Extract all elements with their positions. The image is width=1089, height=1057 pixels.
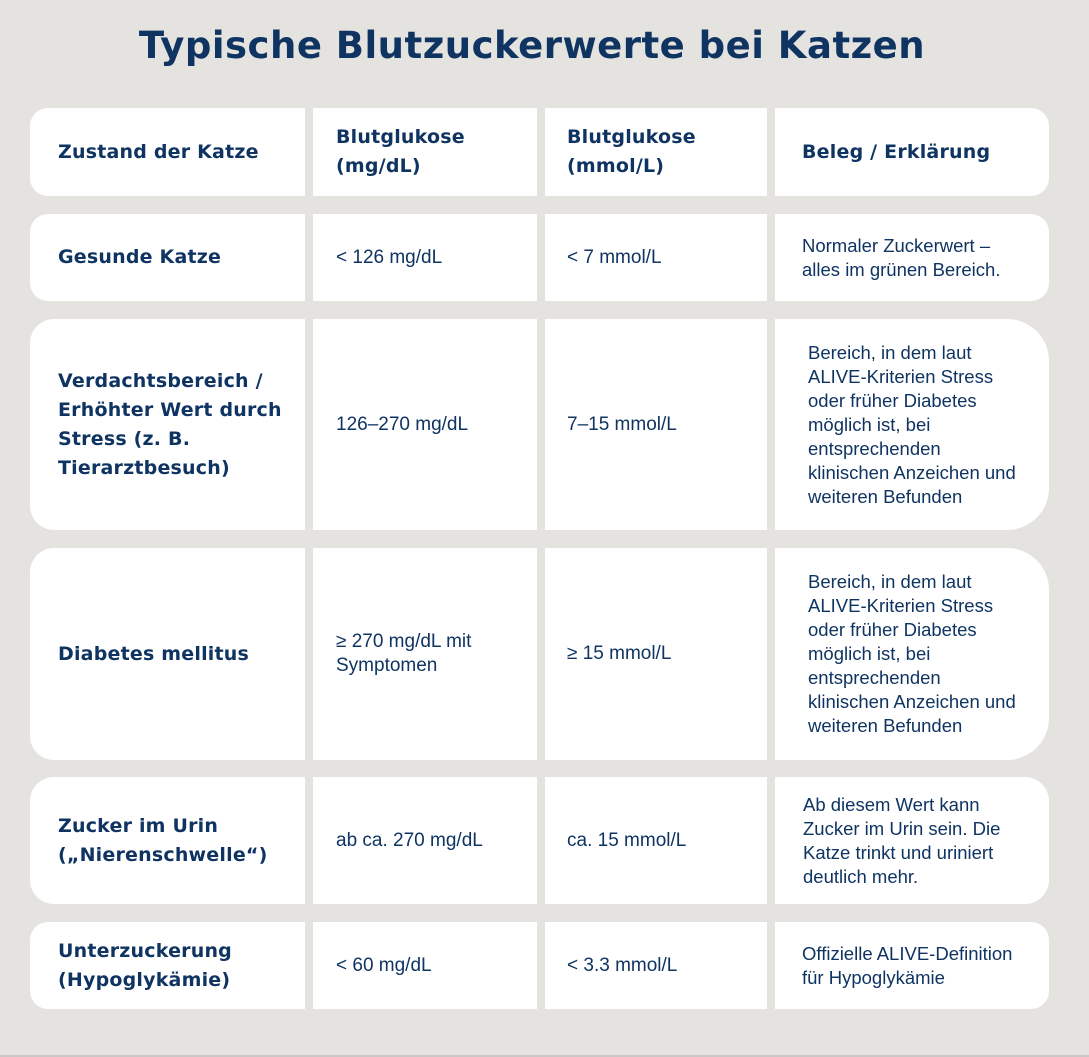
- table-header-row: [30, 108, 1051, 196]
- mg-dl-value: ≥ 270 mg/dL mit Symptomen: [336, 631, 472, 676]
- condition-label: Diabetes mellitus: [58, 642, 250, 665]
- mmol-l-value: < 7 mmol/L: [567, 246, 662, 268]
- explanation-text: Ab diesem Wert kann Zucker im Urin sein. Die Katze trinkt und uriniert deutlich mehr.: [803, 793, 1001, 887]
- mmol-l-value: < 3.3 mmol/L: [567, 954, 678, 976]
- table-row: [30, 922, 1051, 1009]
- mmol-l-value: ≥ 15 mmol/L: [567, 643, 672, 664]
- header-cell-condition: [30, 108, 305, 196]
- mmol-l-cell: [545, 777, 767, 904]
- mmol-l-cell: [545, 922, 767, 1009]
- header-label: Blutglukose (mg/dL): [336, 126, 465, 177]
- condition-label: Verdachtsbereich / Erhöhter Wert durch Stress (z. B. Tierarztbesuch): [58, 369, 282, 479]
- explanation-text: Offizielle ALIVE-Definition für Hypoglykämie: [802, 942, 1013, 988]
- condition-label: Gesunde Katze: [58, 246, 222, 268]
- condition-cell: [30, 922, 305, 1009]
- mmol-l-cell: [545, 548, 767, 760]
- header-label: Blutglukose (mmol/L): [567, 126, 696, 177]
- explanation-cell: [775, 777, 1049, 904]
- mg-dl-value: ab ca. 270 mg/dL: [336, 829, 483, 851]
- mmol-l-cell: [545, 214, 767, 301]
- condition-label: Zucker im Urin („Nierenschwelle“): [58, 814, 268, 866]
- table-row: [30, 214, 1051, 301]
- explanation-text: Bereich, in dem laut ALIVE-Kriterien Stress oder früher Diabetes möglich ist, bei entsprechenden klinischen Anzeichen und weiteren Befunden: [808, 571, 1016, 736]
- mg-dl-cell: [313, 777, 537, 904]
- table-row: [30, 319, 1051, 530]
- header-cell-mmol-l: [545, 108, 767, 196]
- explanation-cell: [775, 548, 1049, 760]
- mmol-l-cell: [545, 319, 767, 530]
- mmol-l-value: 7–15 mmol/L: [567, 413, 677, 435]
- mg-dl-cell: [313, 214, 537, 301]
- header-cell-mg-dl: [313, 108, 537, 196]
- explanation-cell: [775, 319, 1049, 530]
- page-title: Typische Blutzuckerwerte bei Katzen: [138, 24, 926, 67]
- mmol-l-value: ca. 15 mmol/L: [567, 829, 687, 851]
- header-label: Zustand der Katze: [58, 140, 259, 163]
- header-cell-explanation: [775, 108, 1049, 196]
- explanation-text: Bereich, in dem laut ALIVE-Kriterien Stress oder früher Diabetes möglich ist, bei entsprechenden klinischen Anzeichen und weiteren Befunden: [808, 341, 1016, 507]
- table-row: [30, 548, 1051, 760]
- mg-dl-cell: [313, 548, 537, 760]
- condition-cell: [30, 777, 305, 904]
- condition-cell: [30, 548, 305, 760]
- mg-dl-cell: [313, 319, 537, 530]
- condition-cell: [30, 214, 305, 301]
- condition-label: Unterzuckerung (Hypoglykämie): [58, 939, 232, 991]
- mg-dl-value: 126–270 mg/dL: [336, 413, 469, 435]
- condition-cell: [30, 319, 305, 530]
- explanation-cell: [775, 214, 1049, 301]
- mg-dl-value: < 60 mg/dL: [336, 954, 432, 976]
- explanation-cell: [775, 922, 1049, 1009]
- mg-dl-value: < 126 mg/dL: [336, 246, 443, 268]
- table-row: [30, 777, 1051, 904]
- mg-dl-cell: [313, 922, 537, 1009]
- header-label: Beleg / Erklärung: [802, 140, 991, 163]
- explanation-text: Normaler Zuckerwert – alles im grünen Bereich.: [802, 234, 1001, 280]
